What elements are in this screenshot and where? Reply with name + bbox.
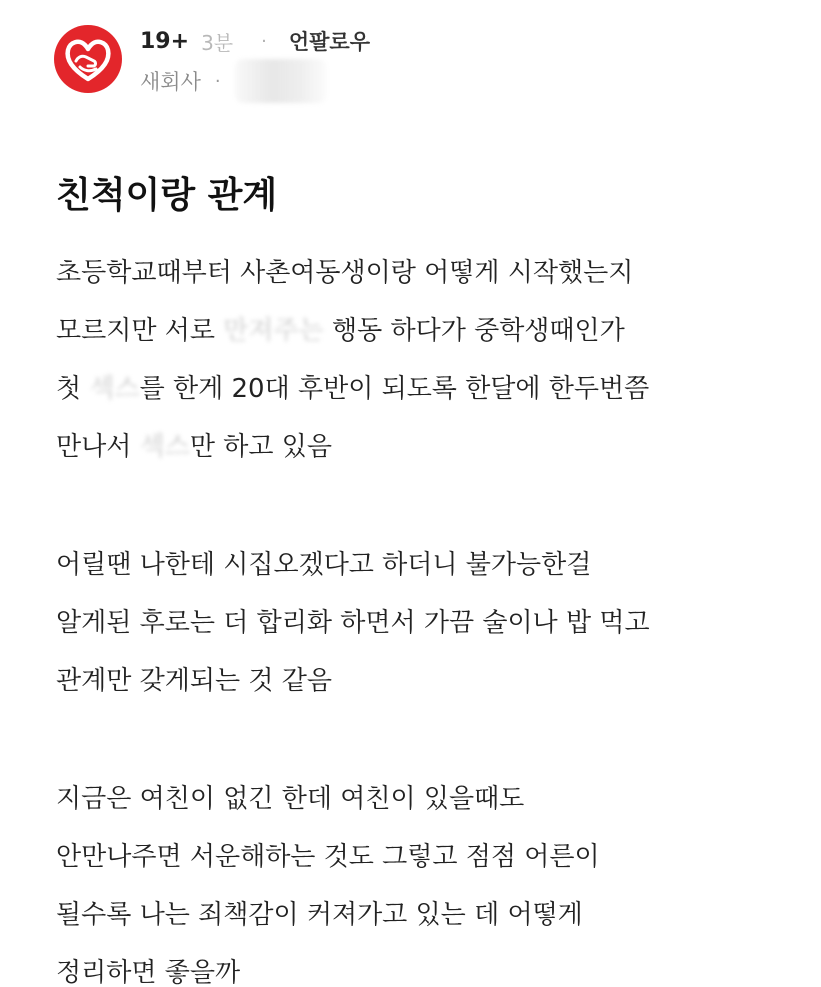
body-text: 될수록 나는 죄책감이 커져가고 있는 데 어떻게	[56, 900, 583, 930]
post-body-line	[56, 886, 796, 944]
paragraph-gap	[56, 476, 796, 536]
post-body-line	[56, 302, 796, 360]
post-body-line	[56, 944, 796, 987]
post-body	[56, 244, 796, 987]
body-text: 첫	[56, 374, 90, 404]
separator-dot: ·	[261, 30, 267, 52]
post-body-line	[56, 536, 796, 594]
author-meta-row	[140, 26, 370, 56]
censored-word: 섹스	[139, 432, 190, 462]
body-text: 초등학교때부터 사촌여동생이랑 어떻게 시작했는지	[56, 258, 634, 288]
body-text: 행동 하다가 중학생때인가	[323, 316, 625, 346]
post-body-line	[56, 594, 796, 652]
body-text: 정리하면 좋을까	[56, 958, 241, 987]
body-text: 관계만 갖게되는 것 같음	[56, 666, 332, 696]
post-body-line	[56, 828, 796, 886]
author-company: 새회사	[140, 70, 201, 94]
separator-dot: ·	[214, 70, 221, 92]
post-body-line	[56, 418, 796, 476]
paragraph-gap	[56, 710, 796, 770]
body-text: 알게된 후로는 더 합리화 하면서 가끔 술이나 밥 먹고	[56, 608, 650, 638]
body-text: 지금은 여친이 없긴 한데 여친이 있을때도	[56, 784, 525, 814]
post-body-line	[56, 652, 796, 710]
heart-hands-logo-icon	[54, 25, 122, 93]
author-avatar[interactable]	[54, 25, 122, 93]
body-text: 를 한게 20대 후반이 되도록 한달에 한두번쯤	[139, 374, 650, 404]
censored-word: 만져주는	[223, 316, 324, 346]
blurred-author-name	[235, 59, 327, 103]
post-body-line	[56, 360, 796, 418]
body-text: 안만나주면 서운해하는 것도 그렇고 점점 어른이	[56, 842, 600, 872]
post-time: 3분	[201, 30, 234, 55]
post-body-line	[56, 244, 796, 302]
post-header	[0, 0, 821, 120]
unfollow-button[interactable]: 언팔로우	[288, 30, 370, 54]
post-body-line	[56, 770, 796, 828]
age-restriction-badge: 19+	[140, 28, 190, 54]
body-text: 만나서	[56, 432, 140, 462]
author-company-row	[140, 64, 327, 98]
censored-word: 섹스	[89, 374, 140, 404]
body-text: 모르지만 서로	[56, 316, 224, 346]
body-text: 어릴땐 나한테 시집오겠다고 하더니 불가능한걸	[56, 550, 592, 580]
body-text: 만 하고 있음	[189, 432, 332, 462]
post-title: 친척이랑 관계	[56, 175, 278, 216]
